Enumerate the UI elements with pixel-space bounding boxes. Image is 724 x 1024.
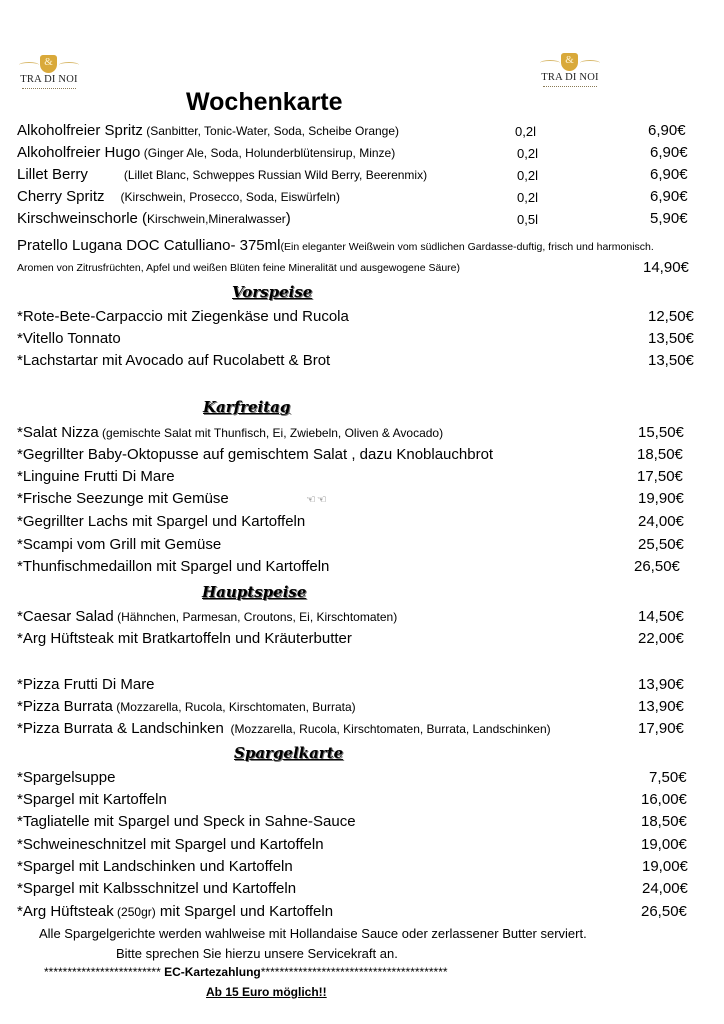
menu-item: [17, 698, 724, 720]
item-name: *Vitello Tonnato: [17, 330, 121, 347]
logo-symbol: &: [565, 54, 574, 66]
item-name: *Pizza Burrata & Landschinken (Mozzarella, Rucola, Kirschtomaten, Burrata, Landschinken): [17, 720, 551, 737]
pointing-hands-icon: ☜☜: [306, 494, 328, 506]
drink-volume: 0,2l: [517, 146, 538, 161]
item-desc: (Hähnchen, Parmesan, Croutons, Ei, Kirschtomaten): [113, 610, 398, 624]
item-name: *Spargel mit Kalbsschnitzel und Kartoffeln: [17, 880, 297, 897]
item-desc: (gemischte Salat mit Thunfisch, Ei, Zwiebeln, Oliven & Avocado): [98, 426, 444, 440]
item-name: *Pizza Burrata (Mozzarella, Rucola, Kirschtomaten, Burrata): [17, 698, 356, 715]
logo-swirl: [19, 62, 39, 68]
item-price: 25,50€: [638, 536, 684, 553]
item-name: *Caesar Salad (Hähnchen, Parmesan, Croutons, Ei, Kirschtomaten): [17, 608, 398, 625]
item-desc: (Mozzarella, Rucola, Kirschtomaten, Burrata, Landschinken): [223, 722, 551, 736]
item-price: 24,00€: [638, 513, 684, 530]
section-title-spargelkarte: Spargelkarte: [234, 744, 344, 762]
item-price: 26,50€: [641, 903, 687, 920]
menu-item: [17, 424, 724, 446]
logo-swirl: [580, 60, 600, 66]
logo-swirl: [540, 60, 560, 66]
drink-price: 6,90€: [650, 188, 688, 205]
item-price: 7,50€: [649, 769, 687, 786]
item-price: 15,50€: [638, 424, 684, 441]
logo-tagline: [22, 88, 76, 91]
drink-price: 6,90€: [650, 166, 688, 183]
item-price: 14,50€: [638, 608, 684, 625]
footer-ec-note: Ab 15 Euro möglich!!: [206, 985, 327, 999]
stars-right: ****************************************: [260, 965, 448, 979]
stars-left: *************************: [44, 965, 161, 979]
logo-right: [539, 51, 601, 99]
item-name: *Rote-Bete-Carpaccio mit Ziegenkäse und Rucola: [17, 308, 349, 325]
drink-desc: (Lillet Blanc, Schweppes Russian Wild Berry, Beerenmix): [123, 168, 428, 182]
item-price: 19,00€: [641, 836, 687, 853]
drink-name: Kirschweinschorle (Kirschwein,Mineralwasser): [17, 210, 291, 227]
drink-row: [17, 122, 724, 144]
item-price: 18,50€: [637, 446, 683, 463]
item-price: 17,50€: [637, 468, 683, 485]
footer-note-service: Bitte sprechen Sie hierzu unsere Servicekraft an.: [116, 946, 398, 961]
item-name: *Spargel mit Landschinken und Kartoffeln: [17, 858, 293, 875]
footer-ec-line: [44, 965, 448, 979]
logo-symbol: &: [44, 56, 53, 68]
footer-note-sauce: Alle Spargelgerichte werden wahlweise mit Hollandaise Sauce oder zerlassener Butter serviert.: [39, 926, 587, 941]
item-name: *Spargel mit Kartoffeln: [17, 791, 167, 808]
drink-volume: 0,2l: [515, 124, 536, 139]
menu-item: [17, 903, 724, 925]
section-title-hauptspeise: Hauptspeise: [202, 583, 307, 601]
item-price: 19,00€: [642, 858, 688, 875]
menu-item: [17, 558, 724, 580]
item-price: 19,90€: [638, 490, 684, 507]
menu-item: [17, 630, 724, 652]
item-price: 22,00€: [638, 630, 684, 647]
menu-item: [17, 490, 724, 512]
wine-desc-2: Aromen von Zitrusfrüchten, Apfel und weißen Blüten feine Mineralität und ausgewogene Säure): [17, 262, 461, 274]
item-name: *Arg Hüftsteak (250gr) mit Spargel und Kartoffeln: [17, 903, 334, 920]
logo-left: [18, 53, 80, 101]
wine-price: 14,90€: [643, 259, 689, 276]
item-price: 13,90€: [638, 698, 684, 715]
item-name: *Gegrillter Baby-Oktopusse auf gemischtem Salat , dazu Knoblauchbrot: [17, 446, 494, 463]
menu-item: [17, 836, 724, 858]
logo-tagline: [543, 86, 597, 89]
drink-name: Lillet Berry (Lillet Blanc, Schweppes Russian Wild Berry, Beerenmix): [17, 166, 428, 183]
menu-item: [17, 608, 724, 630]
drink-price: 6,90€: [650, 144, 688, 161]
menu-item: [17, 813, 724, 835]
drink-desc: Kirschwein,Mineralwasser: [147, 212, 286, 226]
drink-row: [17, 144, 724, 166]
menu-item: [17, 446, 724, 468]
menu-item: [17, 352, 724, 374]
section-title-vorspeise: Vorspeise: [232, 283, 313, 301]
drink-volume: 0,2l: [517, 168, 538, 183]
logo-name: TRA DI NOI: [541, 72, 599, 83]
logo-swirl: [59, 62, 79, 68]
drink-row: [17, 166, 724, 188]
item-desc: (Mozzarella, Rucola, Kirschtomaten, Burrata): [112, 700, 356, 714]
item-price: 13,50€: [648, 330, 694, 347]
menu-item: [17, 330, 724, 352]
menu-item: [17, 880, 724, 902]
item-price: 18,50€: [641, 813, 687, 830]
logo-name: TRA DI NOI: [20, 74, 78, 85]
item-name: *Scampi vom Grill mit Gemüse: [17, 536, 222, 553]
item-price: 13,50€: [648, 352, 694, 369]
item-name: *Pizza Frutti Di Mare: [17, 676, 155, 693]
wine-name: Pratello Lugana DOC Catulliano- 375ml: [17, 237, 281, 254]
menu-item: [17, 791, 724, 813]
section-title-karfreitag: Karfreitag: [203, 398, 291, 416]
ec-label: EC-Kartezahlung: [160, 965, 261, 979]
menu-item: [17, 858, 724, 880]
drink-volume: 0,5l: [517, 212, 538, 227]
item-name: *Arg Hüftsteak mit Bratkartoffeln und Kräuterbutter: [17, 630, 352, 647]
item-price: 16,00€: [641, 791, 687, 808]
item-name: *Salat Nizza (gemischte Salat mit Thunfisch, Ei, Zwiebeln, Oliven & Avocado): [17, 424, 444, 441]
drink-row: [17, 188, 724, 210]
drink-desc: (Ginger Ale, Soda, Holunderblütensirup, Minze): [140, 146, 396, 160]
item-price: 13,90€: [638, 676, 684, 693]
drink-desc: (Sanbitter, Tonic-Water, Soda, Scheibe Orange): [142, 124, 400, 138]
menu-item: [17, 769, 724, 791]
item-name: *Lachstartar mit Avocado auf Rucolabett & Brot: [17, 352, 331, 369]
page-title: Wochenkarte: [186, 88, 343, 116]
menu-item: [17, 468, 724, 490]
item-name: *Frische Seezunge mit Gemüse: [17, 490, 229, 507]
item-name: *Gegrillter Lachs mit Spargel und Kartoffeln: [17, 513, 306, 530]
item-price: 24,00€: [642, 880, 688, 897]
drink-desc: (Kirschwein, Prosecco, Soda, Eiswürfeln): [120, 190, 340, 204]
menu-item: [17, 513, 724, 535]
drink-row: [17, 210, 724, 232]
menu-item: [17, 536, 724, 558]
item-desc: (250gr): [113, 905, 156, 919]
drink-volume: 0,2l: [517, 190, 538, 205]
item-price: 17,90€: [638, 720, 684, 737]
wine-desc: (Ein eleganter Weißwein vom südlichen Gardasse-duftig, frisch und harmonisch.: [280, 241, 654, 253]
item-name: *Spargelsuppe: [17, 769, 116, 786]
menu-item: [17, 308, 724, 330]
drink-price: 6,90€: [648, 122, 686, 139]
menu-item: [17, 676, 724, 698]
item-name: *Linguine Frutti Di Mare: [17, 468, 175, 485]
menu-item: [17, 720, 724, 742]
item-name: *Thunfischmedaillon mit Spargel und Kartoffeln: [17, 558, 330, 575]
item-name: *Schweineschnitzel mit Spargel und Kartoffeln: [17, 836, 324, 853]
drink-name: Cherry Spritz (Kirschwein, Prosecco, Soda, Eiswürfeln): [17, 188, 340, 205]
item-name: *Tagliatelle mit Spargel und Speck in Sahne-Sauce: [17, 813, 356, 830]
item-price: 26,50€: [634, 558, 680, 575]
wine-line: [17, 237, 654, 254]
drink-price: 5,90€: [650, 210, 688, 227]
drink-name: Alkoholfreier Hugo (Ginger Ale, Soda, Holunderblütensirup, Minze): [17, 144, 396, 161]
item-price: 12,50€: [648, 308, 694, 325]
drink-name: Alkoholfreier Spritz (Sanbitter, Tonic-Water, Soda, Scheibe Orange): [17, 122, 400, 139]
